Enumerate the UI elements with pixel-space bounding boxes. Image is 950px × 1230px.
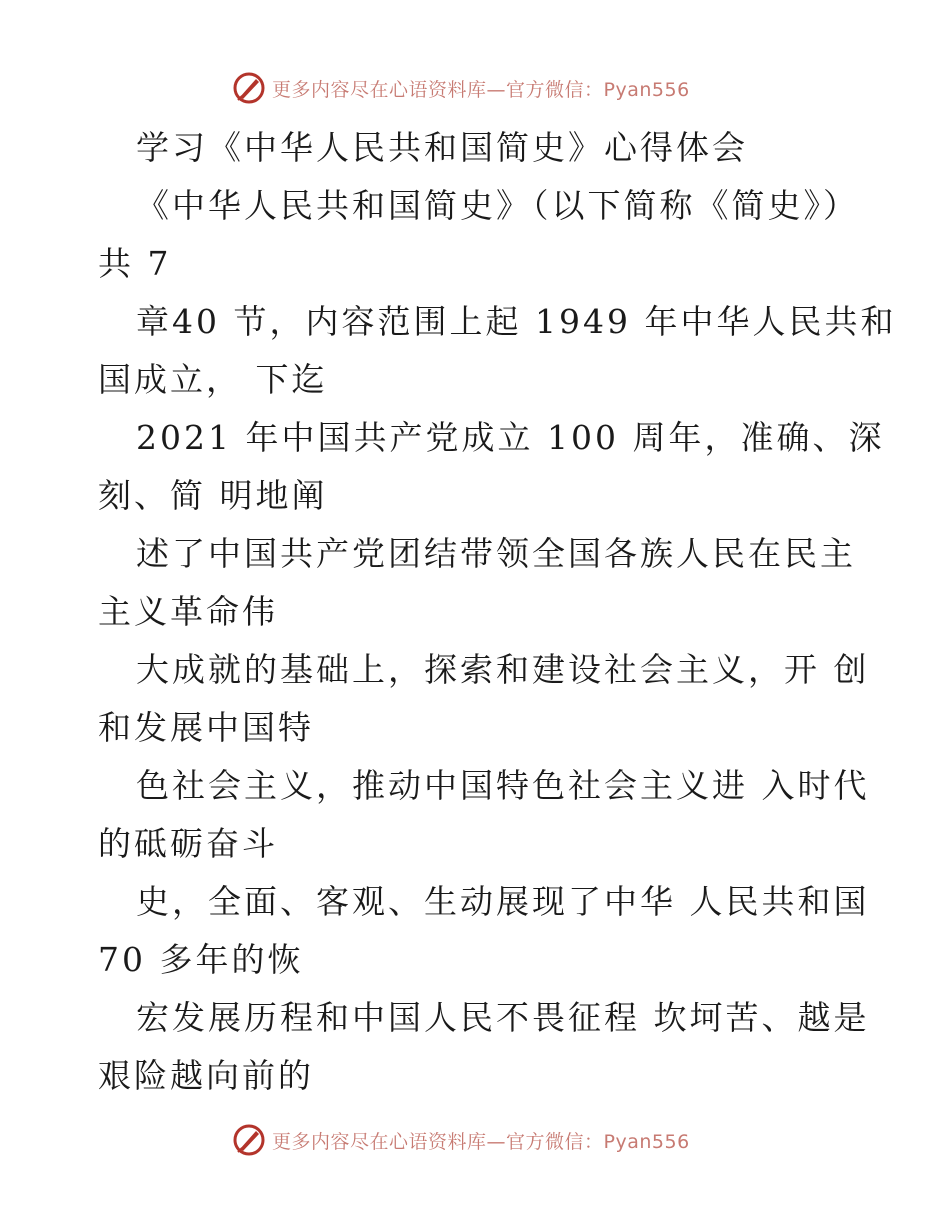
text-line: 刻、简 明地阐 <box>98 476 328 515</box>
footer-banner <box>232 1120 690 1160</box>
document-title: 学习《中华人民共和国简史》心得体会 <box>136 128 748 167</box>
header-banner-text: 更多内容尽在心语资料库—官方微信：Pyan556 <box>272 78 690 101</box>
text-line: 《中华人民共和国简史》（以下简称《简史》） <box>136 186 859 225</box>
text-line: 国成立， 下迄 <box>98 360 328 399</box>
text-line: 共 7 <box>98 244 172 283</box>
header-banner <box>232 68 690 108</box>
footer-banner-text: 更多内容尽在心语资料库—官方微信：Pyan556 <box>272 1130 690 1153</box>
text-line: 和发展中国特 <box>98 708 314 747</box>
text-line: 色社会主义，推动中国特色社会主义进 入时代 <box>136 766 870 805</box>
text-line: 章40 节，内容范围上起 1949 年中华人民共和 <box>136 302 897 341</box>
text-line: 史，全面、客观、生动展现了中华 人民共和国 <box>136 882 870 921</box>
feather-pen-logo-icon <box>232 71 266 105</box>
text-line: 的砥砺奋斗 <box>98 824 278 863</box>
text-line: 大成就的基础上，探索和建设社会主义，开 创 <box>136 650 870 689</box>
text-line: 述了中国共产党团结带领全国各族人民在民主 <box>136 534 856 573</box>
text-line: 艰险越向前的 <box>98 1056 314 1095</box>
feather-pen-logo-icon <box>232 1123 266 1157</box>
text-line: 2021 年中国共产党成立 100 周年，准确、深 <box>136 418 885 457</box>
text-line: 70 多年的恢 <box>98 940 304 979</box>
text-line: 主义革命伟 <box>98 592 278 631</box>
text-line: 宏发展历程和中国人民不畏征程 坎坷苦、越是 <box>136 998 870 1037</box>
